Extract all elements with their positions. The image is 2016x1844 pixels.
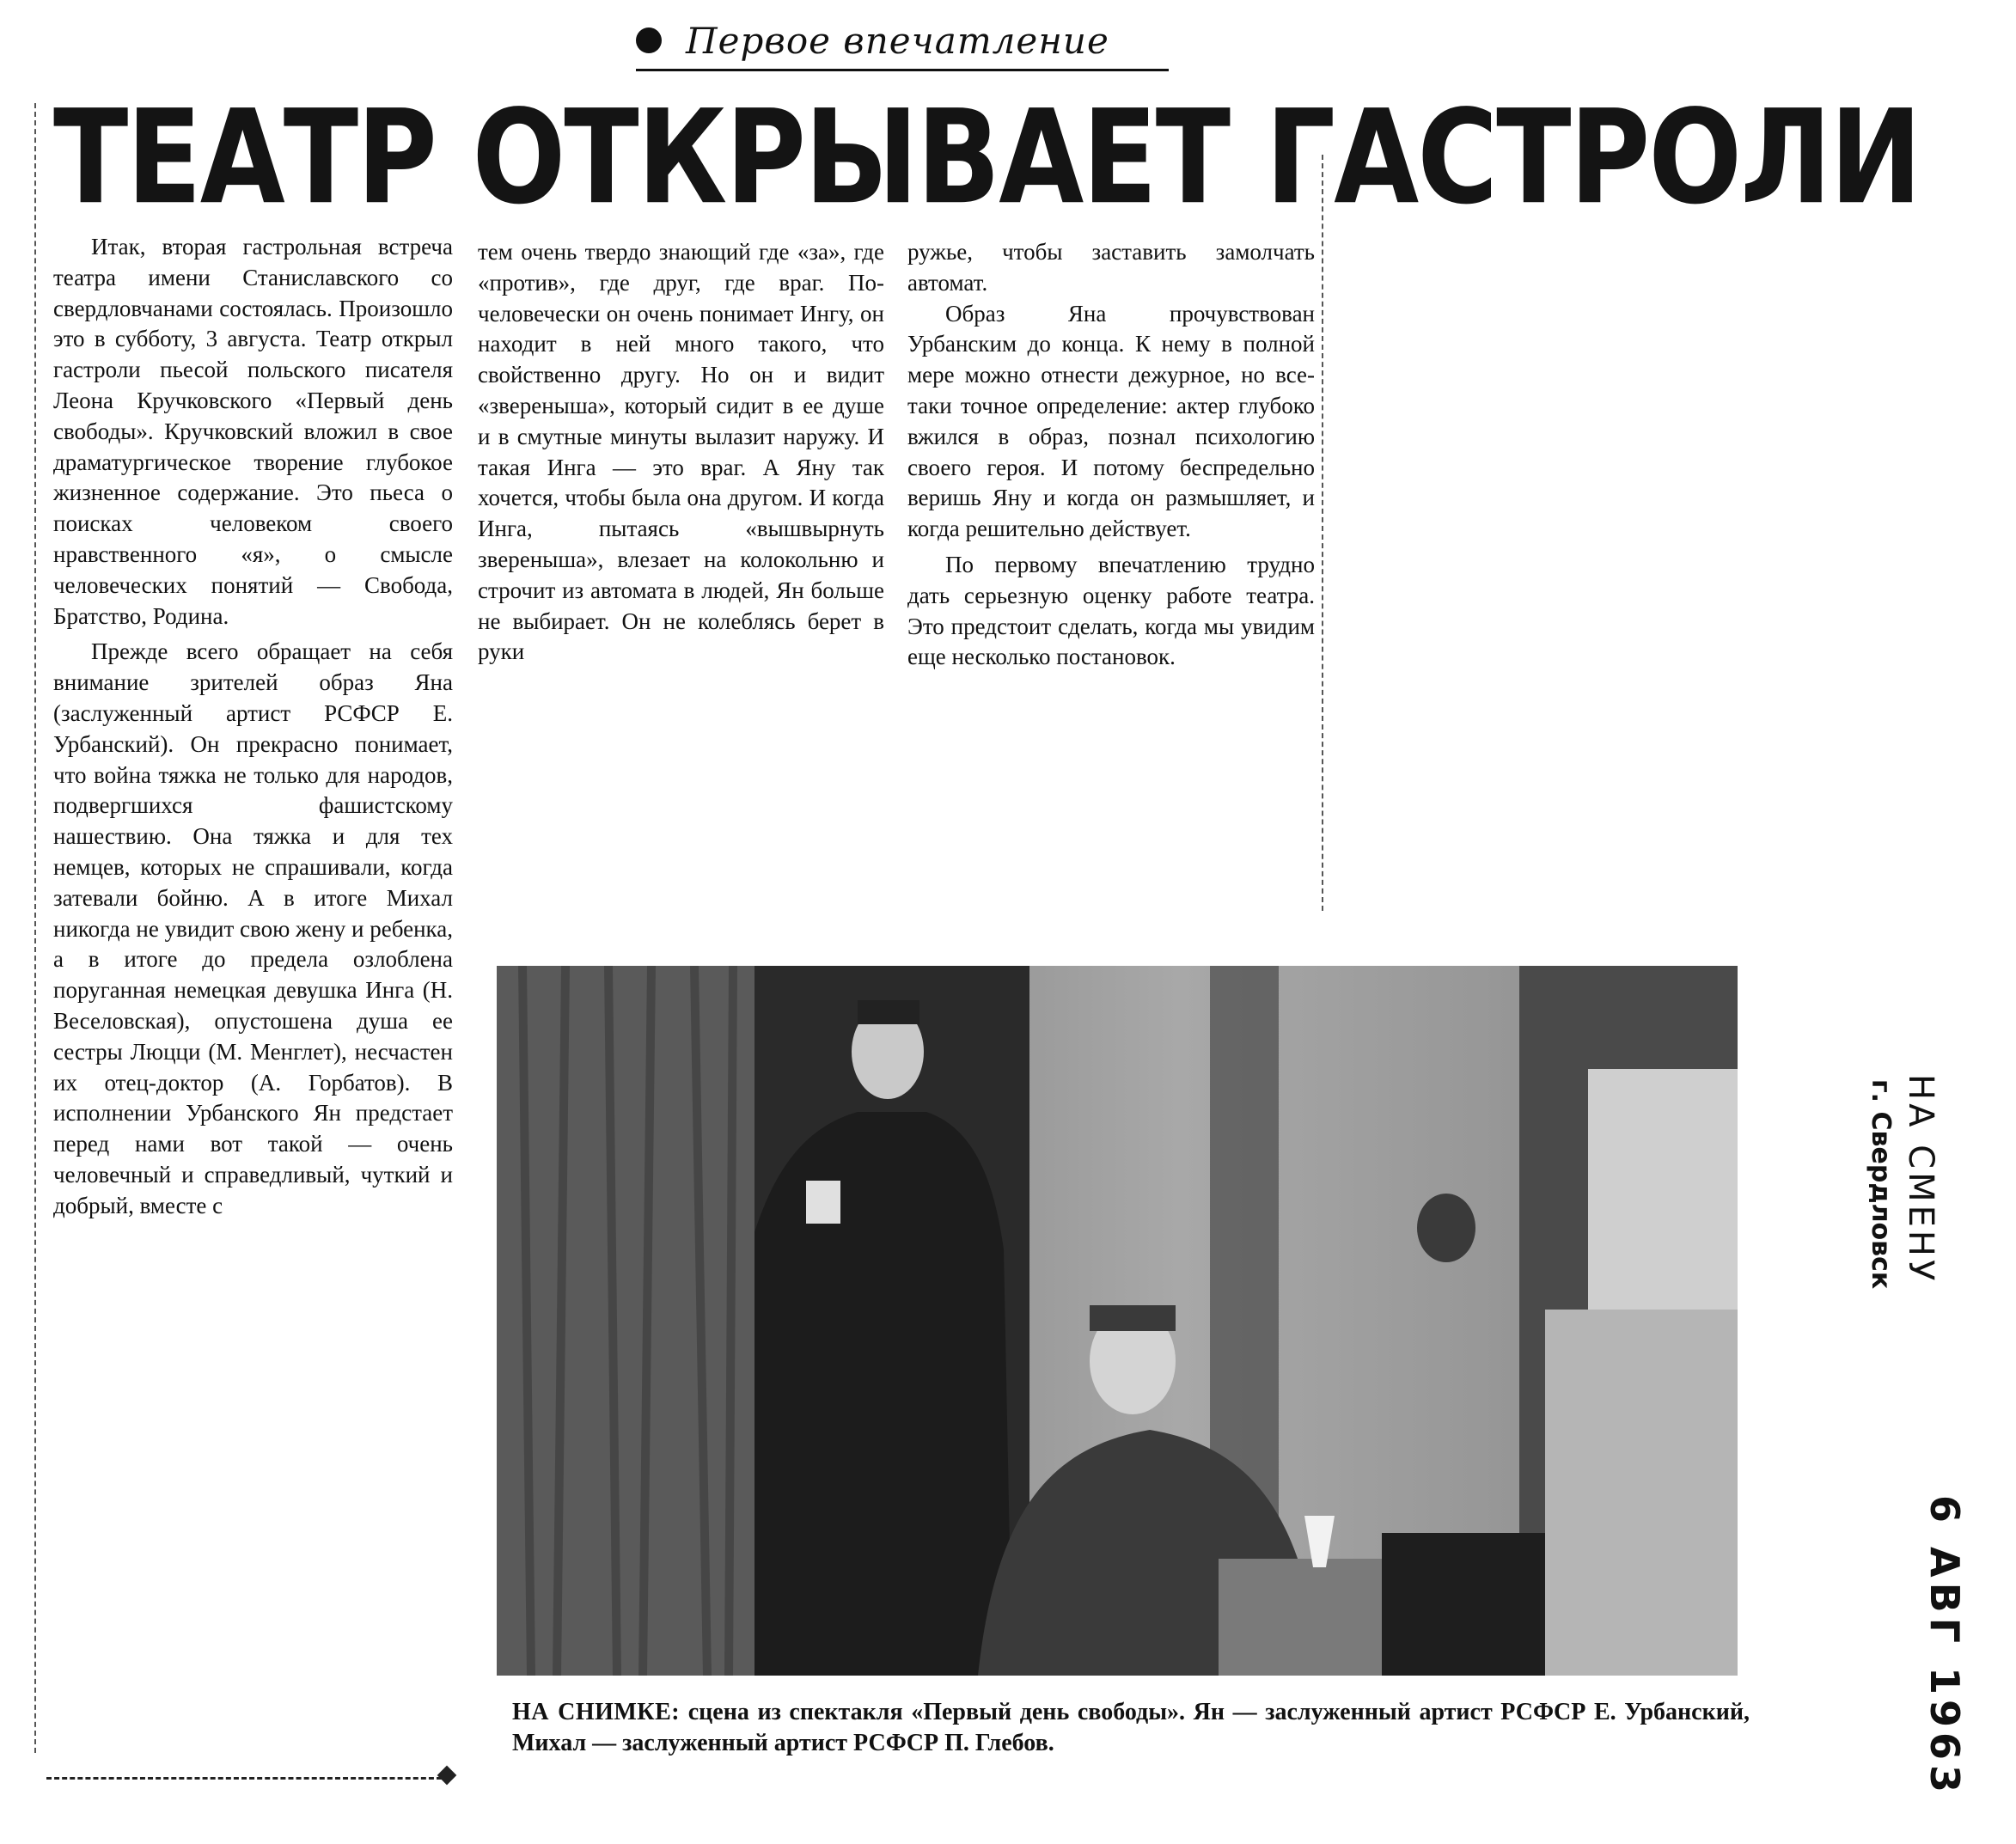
bottom-divider bbox=[46, 1777, 442, 1780]
stamp-paper-name: НА СМЕНУ bbox=[1901, 1074, 1940, 1285]
headline: ТЕАТР ОТКРЫВАЕТ ГАСТРОЛИ bbox=[53, 82, 1921, 234]
rubric bbox=[636, 12, 1169, 71]
archive-stamp bbox=[1830, 1074, 1994, 1813]
stamp-date: 6 АВГ 1963 bbox=[1921, 1495, 1968, 1798]
article-paragraph: Образ Яна прочувствован Урбанским до конца. К нему в полной мере можно отнести дежурное, но все-таки точное определение: актер глубоко вжился в образ, познал психологию своего героя. И потому беспредельно веришь Яну и когда он размышляет, и когда решительно действует. bbox=[907, 300, 1315, 542]
photo-caption bbox=[512, 1697, 1750, 1759]
article-paragraph: тем очень твердо знающий где «за», где «против», где друг, где враг. По-человечески он очень понимает Ингу, он находит в ней много такого, что свойственно другу. Но он и видит «звереныша», который сидит в ее душе и в смутные минуты вылазит наружу. И такая Инга — это враг. А Яну так хочется, чтобы была она другом. И когда Инга, пытаясь «вышвырнуть звереныша», влезает на колокольню и строчит из автомата в людей, Ян больше не выбирает. Он не колеблясь берет в руки bbox=[478, 239, 884, 665]
stage-photo bbox=[497, 966, 1738, 1676]
article-column-3 bbox=[907, 237, 1315, 673]
article-column-2 bbox=[478, 237, 884, 668]
right-border-rule bbox=[1322, 155, 1323, 911]
caption-lead: НА СНИМКЕ: bbox=[512, 1699, 681, 1725]
article-column-1 bbox=[53, 232, 453, 1222]
bullet-icon bbox=[636, 27, 662, 53]
article-paragraph: По первому впечатлению трудно дать серьезную оценку работе театра. Это предстоит сделать, когда мы увидим еще несколько постановок. bbox=[907, 551, 1315, 670]
stamp-city: г. Свердловск bbox=[1866, 1079, 1896, 1290]
caption-text: сцена из спектакля «Первый день свободы». Ян — заслуженный артист РСФСР Е. Урбанский, Михал — заслуженный артист РСФСР П. Глебов. bbox=[512, 1699, 1750, 1756]
rubric-title: Первое впечатление bbox=[686, 19, 1109, 62]
article-paragraph: Прежде всего обращает на себя внимание зрителей образ Яна (заслуженный артист РСФСР Е. Урбанский). Он прекрасно понимает, что война тяжка не только для народов, подвергшихся фашистскому нашествию. Она тяжка и для тех немцев, которых не спрашивали, когда затевали бойню. А в итоге Михал никогда не увидит свою жену и ребенка, а в итоге до предела озлоблена поруганная немецкая девушка Инга (Н. Веселовская), опустошена душа ее сестры Люцци (М. Менглет), несчастен их отец-доктор (А. Горбатов). В исполнении Урбанского Ян предстает перед нами вот такой — очень человечный и справедливый, чуткий и добрый, вместе с bbox=[53, 638, 453, 1218]
end-mark-icon bbox=[437, 1766, 457, 1786]
article-paragraph: Итак, вторая гастрольная встреча театра имени Станиславского со свердловчанами состоялась. Произошло это в субботу, 3 августа. Театр открыл гастроли пьесой польского писателя Леона Кручковского «Первый день свободы». Кручковский вложил в свое драматургическое творение глубокое жизненное содержание. Это пьеса о поисках человеком своего нравственного «я», о смысле человеческих понятий — Свобода, Братство, Родина. bbox=[53, 234, 453, 629]
left-border-rule bbox=[34, 103, 36, 1753]
article-paragraph: ружье, чтобы заставить замолчать автомат. bbox=[907, 239, 1315, 296]
